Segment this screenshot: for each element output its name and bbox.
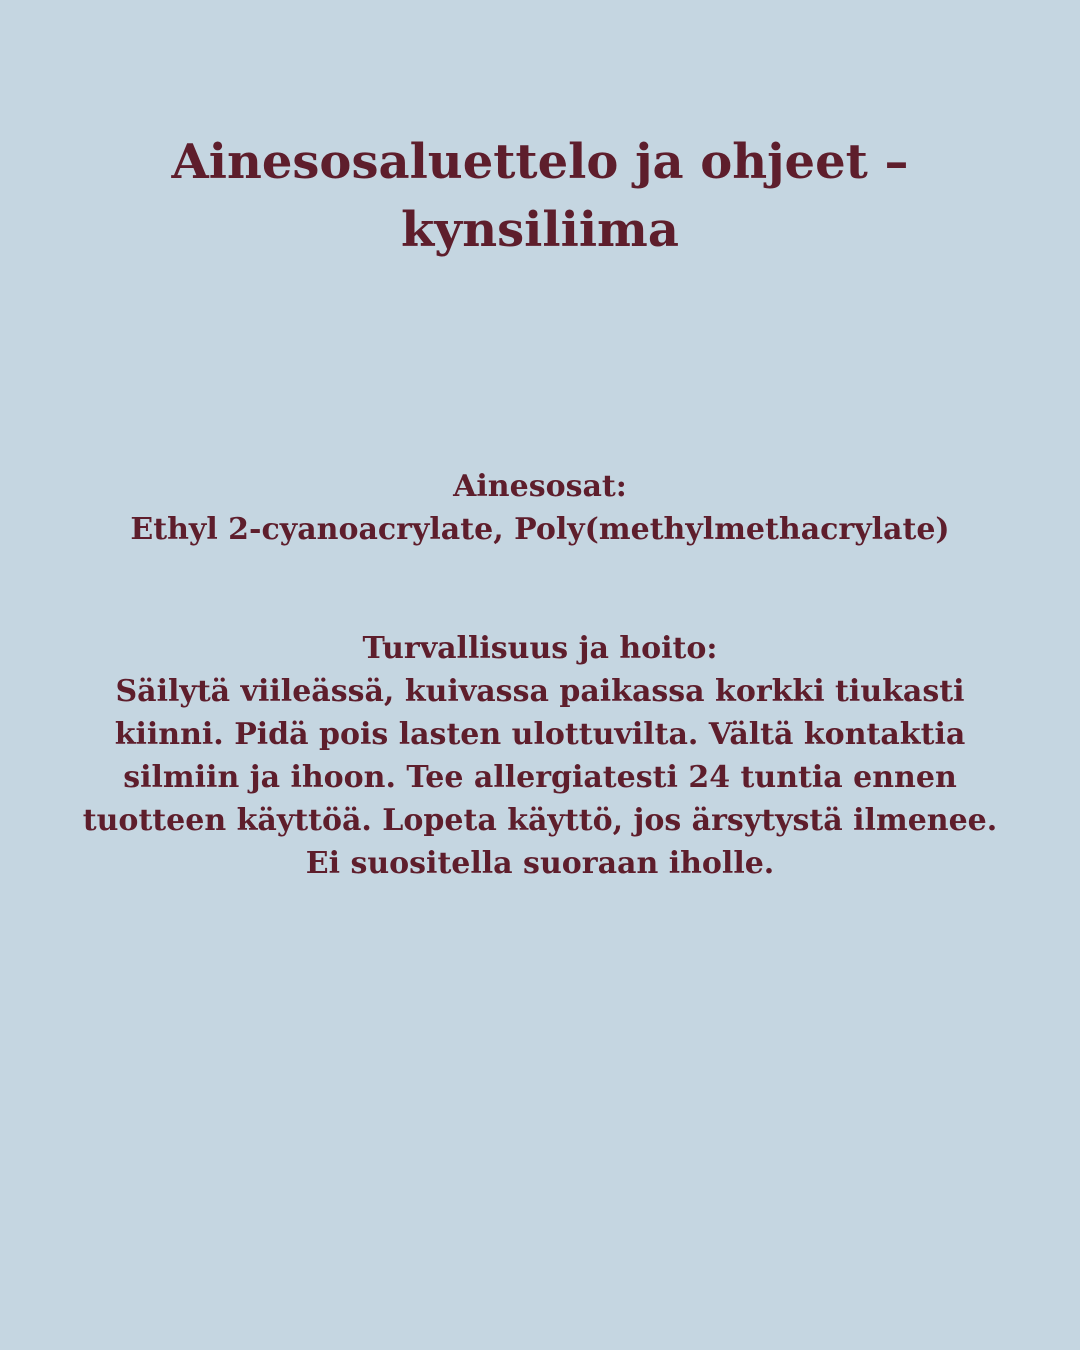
safety-line: Ei suositella suoraan iholle. (305, 846, 775, 881)
safety-section (60, 627, 1020, 885)
page-title-line-2: kynsiliima (401, 202, 679, 258)
page-title-line-1: Ainesosaluettelo ja ohjeet – (171, 134, 909, 190)
safety-line: silmiin ja ihoon. Tee allergiatesti 24 tuntia ennen (123, 760, 957, 795)
safety-line: kiinni. Pidä pois lasten ulottuvilta. Vältä kontaktia (114, 717, 966, 752)
ingredients-section (60, 465, 1020, 551)
page-title (140, 128, 940, 264)
safety-heading: Turvallisuus ja hoito: (362, 631, 718, 666)
ingredients-text: Ethyl 2-cyanoacrylate, Poly(methylmethacrylate) (130, 512, 950, 547)
safety-line: tuotteen käyttöä. Lopeta käyttö, jos ärsytystä ilmenee. (82, 803, 998, 838)
safety-line: Säilytä viileässä, kuivassa paikassa korkki tiukasti (115, 674, 965, 709)
ingredients-heading: Ainesosat: (453, 469, 627, 504)
